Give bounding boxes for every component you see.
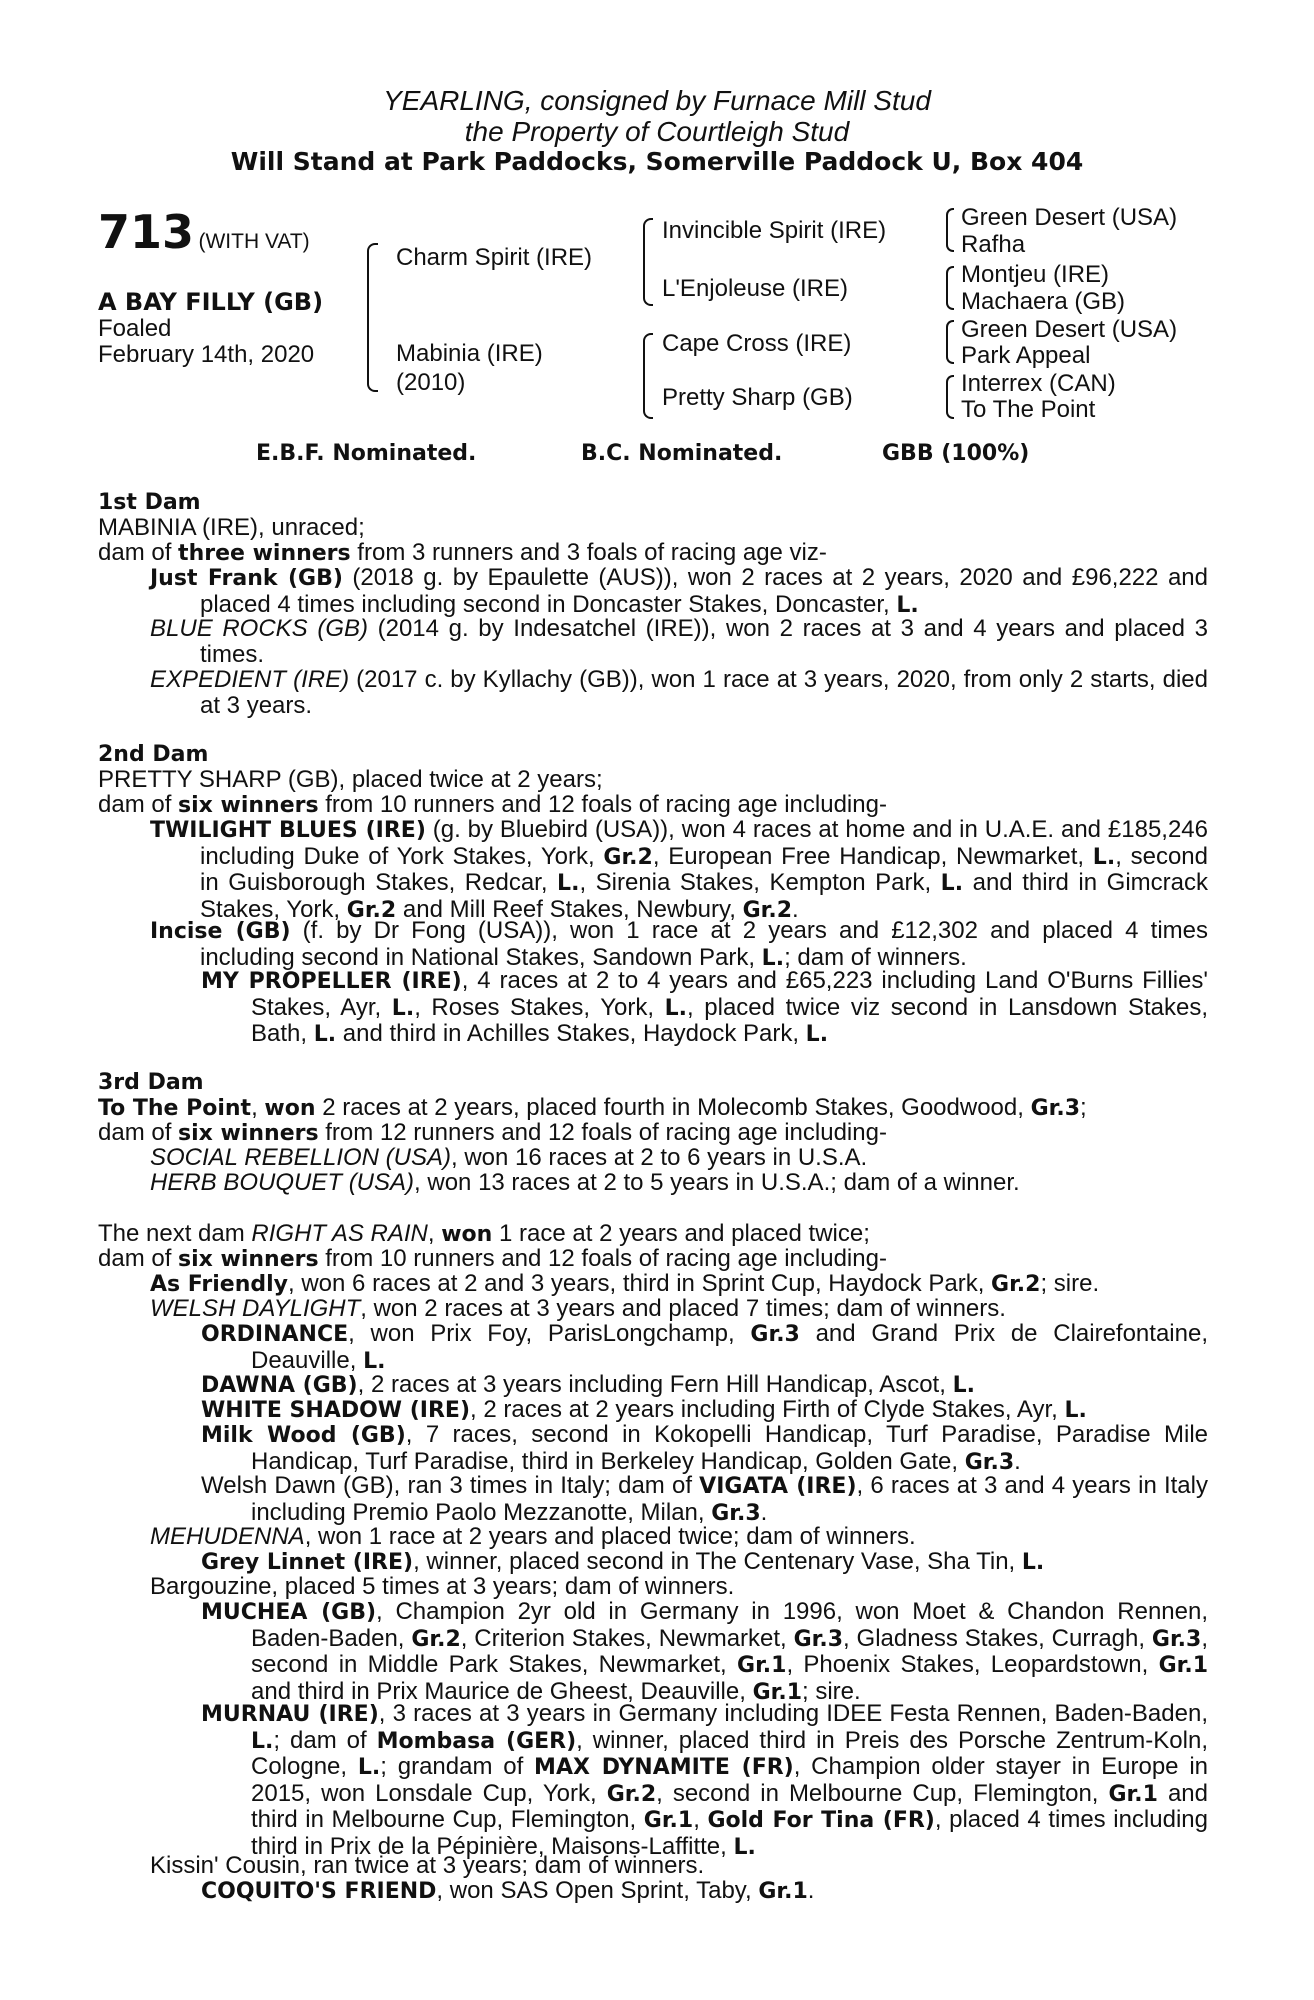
grade: L. (1064, 1398, 1087, 1423)
pedigree-dd: Pretty Sharp (GB) (662, 384, 853, 411)
lot-number: 713 (98, 205, 195, 259)
grade: Gr.3 (750, 1322, 800, 1347)
pedigree-brace-dd (946, 375, 954, 419)
foaled-date: February 14th, 2020 (98, 341, 315, 368)
horse-name: WELSH DAYLIGHT (150, 1295, 361, 1322)
pedigree-brace-ds (946, 320, 954, 364)
text: from 10 runners and 12 foals of racing age including- (318, 791, 887, 818)
text: dam of (98, 1245, 179, 1272)
text: 1 race at 2 years and placed twice; (492, 1220, 870, 1247)
grade: L. (357, 1755, 381, 1780)
text: (2017 c. by Kyllachy (GB)), won 1 race at 3 years, 2020, from only 2 starts, died at 3 years. (200, 666, 1208, 719)
text: , 2 races at 2 years including Firth of Clyde Stakes, Ayr, (470, 1396, 1065, 1423)
horse-name: HERB BOUQUET (USA) (150, 1169, 415, 1196)
pedigree-brace-sire (643, 218, 653, 306)
grade: Gr.2 (742, 897, 792, 923)
dam1-produce-3 (150, 667, 1208, 718)
text: from 10 runners and 12 foals of racing age including- (318, 1245, 887, 1272)
grade: Gr.2 (606, 1781, 657, 1807)
grade: Gr.1 (752, 1679, 803, 1705)
dam4-produce-8 (150, 1524, 916, 1550)
grade: L. (313, 1022, 337, 1047)
consignor-line: YEARLING, consigned by Furnace Mill Stud (383, 85, 931, 116)
dam4-produce-3 (201, 1321, 1208, 1374)
text: and third in Melbourne Cup, Flemington, (251, 1779, 1209, 1833)
horse-name: TWILIGHT BLUES (IRE) (150, 818, 426, 843)
winners-count: six winners (178, 793, 319, 818)
pedigree-sds: Montjeu (IRE) (961, 261, 1110, 288)
grade: L. (1092, 844, 1116, 870)
text: , 4 races at 2 to 4 years and £65,223 including Land O'Burns Fillies' Stakes, Ayr, (251, 967, 1208, 1021)
grade: Gr.3 (1030, 1096, 1081, 1121)
grade: L. (557, 871, 580, 896)
pedigree-dam-year: (2010) (396, 369, 466, 396)
grade: Gr.3 (1151, 1626, 1202, 1652)
dam1-produce-2 (150, 616, 1208, 667)
pedigree-sdd: Machaera (GB) (961, 288, 1126, 315)
text: , won 6 races at 2 and 3 years, third in Sprint Cup, Haydock Park, (288, 1270, 992, 1297)
grade: L. (805, 1022, 829, 1047)
dam4-produce-6 (201, 1422, 1208, 1475)
vat-note: (WITH VAT) (198, 230, 310, 253)
horse-name: VIGATA (IRE) (699, 1474, 857, 1499)
dam4-line1 (98, 1221, 870, 1248)
text: ; sire. (802, 1677, 861, 1705)
horse-name: Gold For Tina (FR) (707, 1808, 935, 1833)
grade: L. (896, 592, 919, 618)
grade: L. (952, 1373, 975, 1398)
grade: Gr.2 (411, 1626, 461, 1652)
ebf-nomination: E.B.F. Nominated. (256, 441, 477, 466)
dam4-line2 (98, 1246, 887, 1273)
text: ; sire. (1040, 1270, 1100, 1297)
text: . (792, 895, 799, 923)
lot-number-block (98, 205, 310, 259)
grade: Gr.2 (346, 897, 397, 923)
foaled-label: Foaled (98, 315, 172, 342)
dam1-produce-1 (150, 565, 1208, 618)
dam4-produce-11 (201, 1599, 1208, 1705)
text: (f. by Dr Fong (USA)), won 1 race at 2 years and £12,302 and placed 4 times including second in National Stakes, Sandown Park, (200, 917, 1208, 971)
dam3-line2 (98, 1120, 887, 1147)
text: . (807, 1877, 815, 1904)
text: Welsh Dawn (GB), ran 3 times in Italy; dam of (201, 1472, 700, 1499)
grade: L. (664, 995, 688, 1021)
horse-name: COQUITO'S FRIEND (201, 1879, 437, 1904)
text: , won 16 races at 2 to 6 years in U.S.A. (450, 1144, 868, 1171)
dam3-line1: To The Point, won 2 races at 2 years, placed fourth in Molecomb Stakes, Goodwood, Gr.3; (98, 1094, 1087, 1121)
pedigree-sss: Green Desert (USA) (961, 204, 1178, 231)
dam4-produce-12 (201, 1701, 1208, 1860)
text: , winner, placed second in The Centenary Vase, Sha Tin, (413, 1548, 1022, 1575)
grade: L. (363, 1348, 386, 1374)
horse-name: As Friendly (150, 1272, 289, 1297)
dam4-produce-1 (150, 1271, 1099, 1298)
text: , won SAS Open Sprint, Taby, (436, 1877, 759, 1904)
bc-nomination: B.C. Nominated. (581, 441, 783, 466)
dam2-heading: 2nd Dam (98, 742, 209, 767)
text: , won 13 races at 2 to 5 years in U.S.A.; dam of a winner. (414, 1169, 1020, 1196)
won-label: won (264, 1096, 316, 1121)
horse-name: A BAY FILLY (GB) (98, 288, 324, 316)
text: ; (1080, 1094, 1087, 1121)
grade: Gr.1 (758, 1879, 808, 1904)
dam4-produce-2 (150, 1296, 1006, 1322)
grade: L. (733, 1834, 756, 1860)
text: (g. by Bluebird (USA)), won 4 races at home and in U.A.E. and £185,246 including Duke of York Stakes, York, (200, 816, 1208, 870)
text: and Mill Reef Stakes, Newbury, (396, 895, 743, 923)
text: , placed 4 times including third in Prix de la Pépinière, Maisons-Laffitte, (251, 1806, 1208, 1860)
horse-name: ORDINANCE (201, 1322, 349, 1347)
text: , second in Middle Park Stakes, Newmarket, (251, 1624, 1208, 1678)
dam2-line1: PRETTY SHARP (GB), placed twice at 2 years; (98, 766, 603, 793)
text: , 2 races at 3 years including Fern Hill Handicap, Ascot, (357, 1371, 953, 1398)
grade: L. (940, 871, 964, 896)
text: , winner, placed third in Preis des Porsche Zentrum-Koln, Cologne, (251, 1726, 1208, 1780)
pedigree-sire: Charm Spirit (IRE) (396, 244, 593, 271)
horse-name: Incise (GB) (150, 919, 291, 944)
text: , Phoenix Stakes, Leopardstown, (786, 1651, 1159, 1678)
grade: Gr.2 (991, 1272, 1041, 1297)
text: . (760, 1498, 768, 1526)
text: ; dam of (273, 1726, 377, 1754)
horse-name: RIGHT AS RAIN (251, 1220, 428, 1247)
dam4-produce-13: Kissin' Cousin, ran twice at 3 years; dam of winners. (150, 1852, 705, 1879)
horse-name: MUCHEA (GB) (201, 1600, 377, 1625)
text: and third in Achilles Stakes, Haydock Park, (336, 1020, 806, 1047)
dam4-produce-14 (201, 1878, 814, 1905)
grade: Gr.2 (603, 844, 653, 870)
text: , (427, 1220, 442, 1247)
pedigree-brace-ss (946, 208, 954, 252)
pedigree-brace-main (367, 243, 378, 392)
horse-name: MY PROPELLER (IRE) (201, 969, 462, 994)
pedigree-dds: Interrex (CAN) (961, 370, 1116, 397)
text: and Grand Prix de Clairefontaine, Deauville, (251, 1320, 1208, 1374)
winners-count: six winners (178, 1121, 319, 1146)
pedigree-brace-sd (946, 266, 954, 310)
text: , won 2 races at 3 years and placed 7 times; dam of winners. (360, 1295, 1006, 1322)
dam2-produce-3 (201, 968, 1208, 1048)
horse-name: MAX DYNAMITE (FR) (534, 1755, 794, 1780)
text: , 3 races at 3 years in Germany including IDEE Festa Rennen, Baden-Baden, (378, 1700, 1208, 1727)
horse-name: BLUE ROCKS (GB) (150, 615, 368, 642)
grade: L. (1021, 1550, 1045, 1575)
dam1-line2 (98, 540, 827, 567)
text: ; grandam of (380, 1753, 535, 1780)
pedigree-ssd: Rafha (961, 231, 1026, 258)
text: , won Prix Foy, ParisLongchamp, (348, 1320, 751, 1347)
stabling-line: Will Stand at Park Paddocks, Somerville Paddock U, Box 404 (230, 147, 1084, 176)
horse-name: Just Frank (GB) (150, 566, 343, 591)
text: , Champion older stayer in Europe in 2015, won Lonsdale Cup, York, (251, 1753, 1208, 1807)
text: , 7 races, second in Kokopelli Handicap, Turf Paradise, Paradise Mile Handicap, Turf Paradise, third in Berkeley Handicap, Golden Gate, (251, 1421, 1208, 1475)
horse-name: MEHUDENNA (150, 1523, 305, 1550)
text: , European Free Handicap, Newmarket, (652, 842, 1093, 870)
grade: L. (761, 945, 785, 971)
text: 2 races at 2 years, placed fourth in Molecomb Stakes, Goodwood, (315, 1094, 1031, 1121)
horse-name: WHITE SHADOW (IRE) (201, 1398, 470, 1423)
text: , second in Guisborough Stakes, Redcar, (200, 842, 1208, 896)
text: , 6 races at 3 and 4 years in Italy including Premio Paolo Mezzanotte, Milan, (251, 1472, 1208, 1526)
text: (2018 g. by Epaulette (AUS)), won 2 races at 2 years, 2020 and £96,222 and placed 4 times including second in Doncaster Stakes, Doncaster, (200, 564, 1209, 618)
text: , Champion 2yr old in Germany in 1996, won Moet & Chandon Rennen, Baden-Baden, (251, 1598, 1209, 1652)
pedigree-ddd: To The Point (961, 396, 1096, 423)
gbb-rating: GBB (100%) (882, 441, 1030, 466)
dam4-produce-7 (201, 1473, 1208, 1526)
grade: Gr.1 (1158, 1653, 1208, 1678)
dam2-produce-1 (150, 817, 1208, 923)
text: and third in Gimcrack Stakes, York, (200, 869, 1208, 923)
dam4-produce-4 (201, 1372, 975, 1399)
dam4-produce-9 (201, 1549, 1044, 1576)
property-line: the Property of Courtleigh Stud (464, 116, 850, 147)
text: ; dam of winners. (784, 943, 967, 971)
text: . (1014, 1447, 1021, 1475)
text: The next dam (98, 1220, 252, 1247)
dam4-produce-5 (201, 1397, 1087, 1424)
text: , Criterion Stakes, Newmarket, (460, 1624, 794, 1652)
winners-count: three winners (178, 541, 351, 566)
horse-name: DAWNA (GB) (201, 1373, 358, 1398)
horse-name: Grey Linnet (IRE) (201, 1550, 414, 1575)
horse-name: SOCIAL REBELLION (USA) (150, 1144, 451, 1171)
pedigree-sd: L'Enjoleuse (IRE) (662, 275, 848, 302)
grade: L. (391, 995, 415, 1021)
dam4-produce-10: Bargouzine, placed 5 times at 3 years; dam of winners. (150, 1573, 735, 1600)
text: , Roses Stakes, York, (414, 993, 665, 1021)
text: from 3 runners and 3 foals of racing age viz- (350, 539, 827, 566)
pedigree-ss: Invincible Spirit (IRE) (662, 217, 887, 244)
grade: Gr.3 (964, 1449, 1015, 1475)
text: from 12 runners and 12 foals of racing age including- (318, 1119, 887, 1146)
pedigree-dam: Mabinia (IRE) (396, 340, 543, 367)
text: (2014 g. by Indesatchel (IRE)), won 2 races at 3 and 4 years and placed 3 times. (200, 615, 1208, 668)
text: , won 1 race at 2 years and placed twice; dam of winners. (304, 1523, 916, 1550)
won-label: won (441, 1222, 493, 1247)
text: dam of (98, 791, 179, 818)
grade: L. (251, 1728, 274, 1754)
horse-name: MURNAU (IRE) (201, 1702, 379, 1727)
text: , (693, 1806, 708, 1833)
text: and third in Prix Maurice de Gheest, Deauville, (251, 1677, 753, 1705)
horse-name: EXPEDIENT (IRE) (150, 666, 350, 693)
dam3-produce-2 (150, 1170, 1020, 1196)
horse-name: To The Point (98, 1096, 252, 1121)
dam2-produce-2 (150, 918, 1208, 971)
grade: Gr.1 (737, 1653, 787, 1678)
text: , second in Melbourne Cup, Flemington, (656, 1779, 1109, 1807)
grade: Gr.3 (793, 1626, 844, 1652)
pedigree-dss: Green Desert (USA) (961, 316, 1178, 343)
dam1-line1: MABINIA (IRE), unraced; (98, 514, 365, 541)
winners-count: six winners (178, 1247, 319, 1272)
grade: Gr.3 (711, 1500, 761, 1526)
grade: Gr.1 (643, 1808, 694, 1833)
text: , placed twice viz second in Lansdown Stakes, Bath, (251, 993, 1208, 1047)
pedigree-brace-dam (643, 333, 653, 419)
horse-name: Milk Wood (GB) (201, 1423, 406, 1448)
pedigree-dsd: Park Appeal (961, 342, 1091, 369)
text: , Gladness Stakes, Curragh, (843, 1624, 1152, 1652)
dam1-heading: 1st Dam (98, 490, 201, 515)
text: , Sirenia Stakes, Kempton Park, (579, 869, 941, 896)
pedigree-ds: Cape Cross (IRE) (662, 330, 852, 357)
text: dam of (98, 1119, 179, 1146)
dam2-line2 (98, 792, 887, 819)
grade: Gr.1 (1108, 1781, 1158, 1807)
dam3-heading: 3rd Dam (98, 1070, 204, 1095)
dam3-produce-1 (150, 1145, 867, 1171)
horse-name: Mombasa (GER) (376, 1728, 577, 1754)
text: dam of (98, 539, 179, 566)
